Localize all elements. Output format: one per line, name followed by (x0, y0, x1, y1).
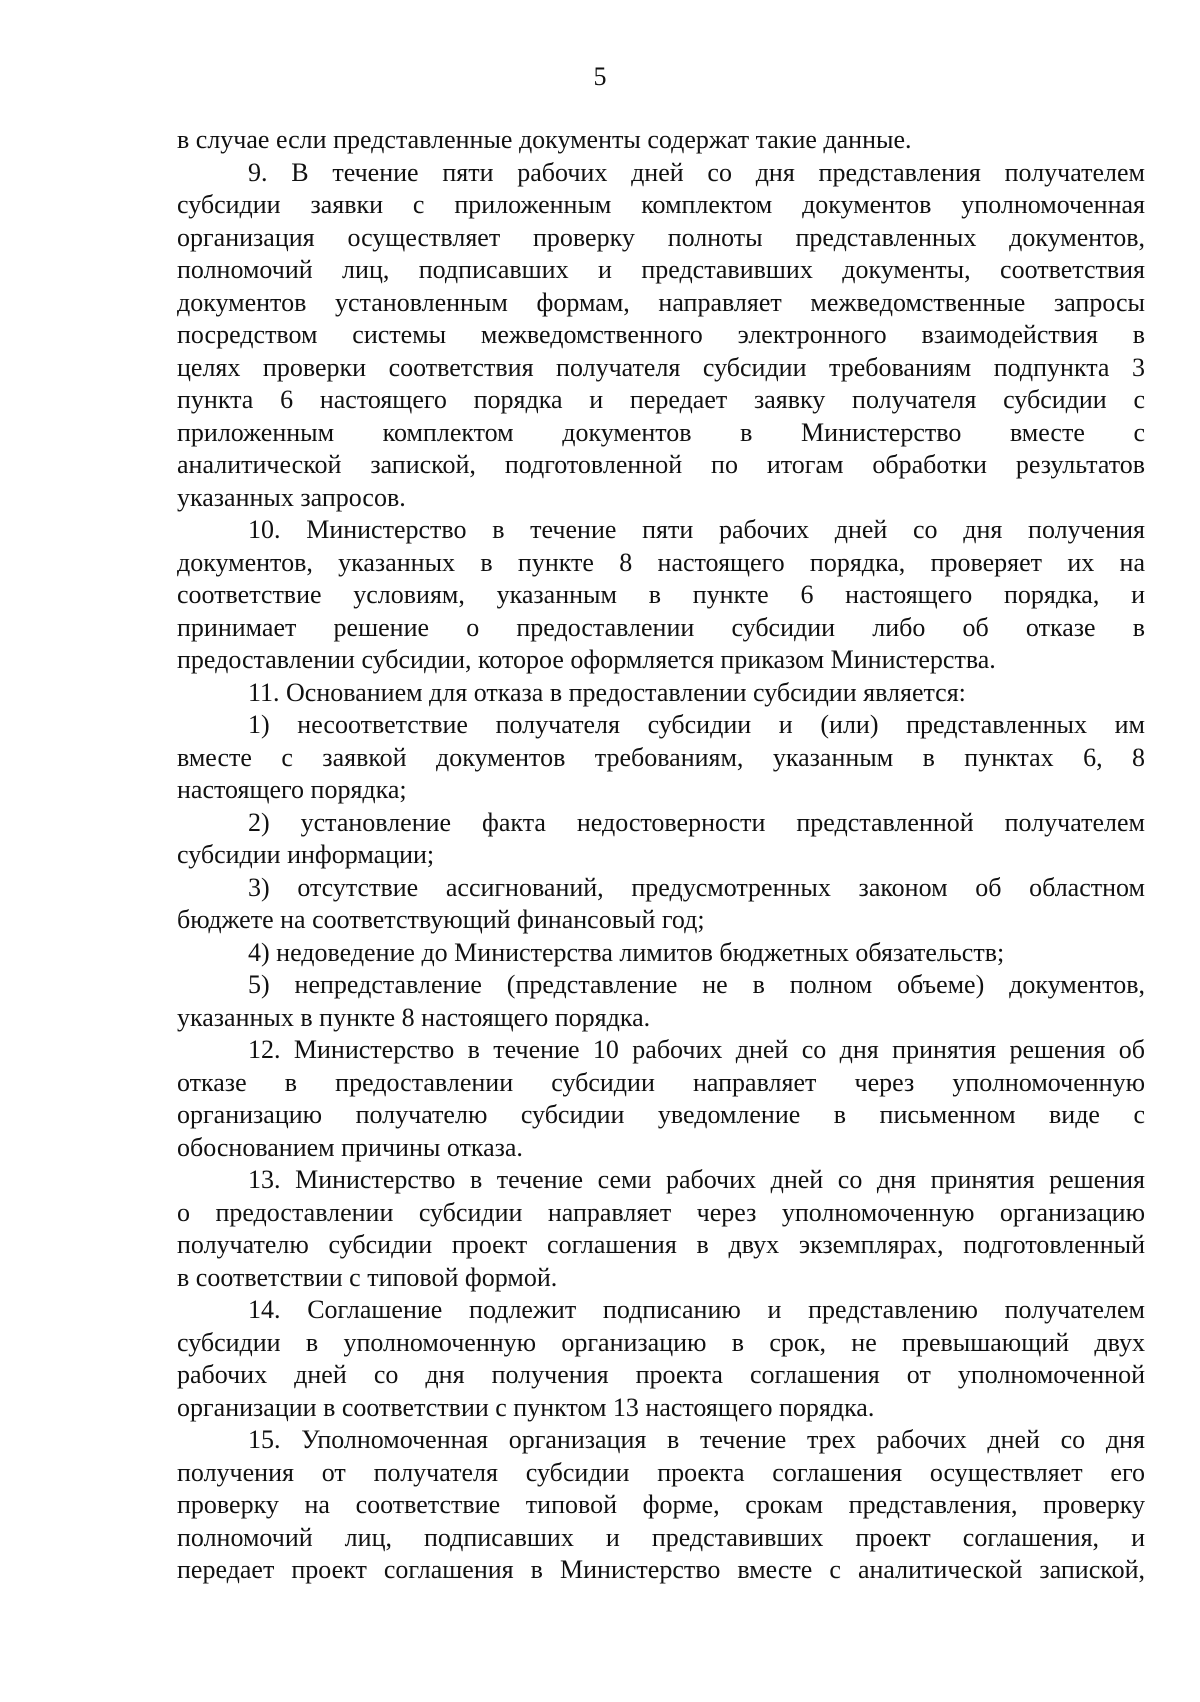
text-line: аналитической запиской, подготовленной по итогам обработки результатов (177, 450, 1145, 479)
text-line: предоставлении субсидии, которое оформляется приказом Министерства. (177, 645, 996, 674)
document-body (177, 124, 1145, 1587)
text-line: документов установленным формам, направляет межведомственные запросы (177, 287, 1145, 317)
text-line: о предоставлении субсидии направляет через уполномоченную организацию (177, 1197, 1145, 1227)
text-line: приложенным комплектом документов в Министерство вместе с (177, 417, 1145, 447)
text-line: в соответствии с типовой формой. (177, 1262, 558, 1292)
text-line: 14. Соглашение подлежит подписанию и представлению получателем (248, 1295, 1145, 1324)
text-line: 4) недоведение до Министерства лимитов бюджетных обязательств; (248, 937, 1005, 967)
text-line: организации в соответствии с пунктом 13 настоящего порядка. (177, 1392, 875, 1422)
text-line: субсидии заявки с приложенным комплектом документов уполномоченная (177, 190, 1145, 219)
text-line: в случае если представленные документы содержат такие данные. (177, 125, 912, 154)
text-line: полномочий лиц, подписавших и представивших проект соглашения, и (177, 1522, 1145, 1552)
text-line: указанных в пункте 8 настоящего порядка. (177, 1002, 651, 1032)
text-line: 12. Министерство в течение 10 рабочих дней со дня принятия решения об (248, 1035, 1145, 1064)
text-line: целях проверки соответствия получателя субсидии требованиям подпункта 3 (177, 352, 1145, 382)
text-line: 5) непредставление (представление не в полном объеме) документов, (248, 970, 1145, 999)
text-line: субсидии в уполномоченную организацию в срок, не превышающий двух (177, 1327, 1145, 1357)
text-line: субсидии информации; (177, 840, 435, 869)
text-line: получателю субсидии проект соглашения в двух экземплярах, подготовленный (177, 1230, 1145, 1259)
text-line: бюджете на соответствующий финансовый год; (177, 905, 705, 934)
text-line: 3) отсутствие ассигнований, предусмотренных законом об областном (248, 872, 1145, 902)
text-line: рабочих дней со дня получения проекта соглашения от уполномоченной (177, 1360, 1145, 1389)
text-line: 11. Основанием для отказа в предоставлении субсидии является: (248, 677, 966, 707)
text-line: 15. Уполномоченная организация в течение трех рабочих дней со дня (248, 1425, 1145, 1454)
text-line: 10. Министерство в течение пяти рабочих дней со дня получения (248, 515, 1145, 544)
text-line: пункта 6 настоящего порядка и передает заявку получателя субсидии с (177, 385, 1145, 414)
text-line: организация осуществляет проверку полноты представленных документов, (177, 222, 1145, 252)
text-line: обоснованием причины отказа. (177, 1132, 523, 1162)
text-line: документов, указанных в пункте 8 настоящего порядка, проверяет их на (177, 547, 1145, 577)
text-line: вместе с заявкой документов требованиям, указанным в пунктах 6, 8 (177, 742, 1145, 772)
text-line: полномочий лиц, подписавших и представивших документы, соответствия (177, 255, 1145, 284)
text-line: проверку на соответствие типовой форме, срокам представления, проверку (177, 1490, 1145, 1519)
text-line: отказе в предоставлении субсидии направляет через уполномоченную (177, 1067, 1145, 1097)
text-line: посредством системы межведомственного электронного взаимодействия в (177, 320, 1145, 349)
page-number: 5 (593, 62, 607, 91)
text-line: организацию получателю субсидии уведомление в письменном виде с (177, 1100, 1145, 1129)
text-line: 2) установление факта недостоверности представленной получателем (248, 807, 1145, 837)
text-line: принимает решение о предоставлении субсидии либо об отказе в (177, 612, 1145, 642)
text-line: 9. В течение пяти рабочих дней со дня представления получателем (248, 157, 1145, 187)
text-line: получения от получателя субсидии проекта соглашения осуществляет его (177, 1457, 1145, 1487)
text-line: 13. Министерство в течение семи рабочих дней со дня принятия решения (248, 1165, 1145, 1194)
text-line: 1) несоответствие получателя субсидии и (или) представленных им (248, 710, 1145, 739)
text-line: передает проект соглашения в Министерство вместе с аналитической запиской, (177, 1555, 1145, 1584)
text-line: указанных запросов. (177, 482, 406, 512)
text-line: соответствие условиям, указанным в пункте 6 настоящего порядка, и (177, 580, 1145, 609)
text-line: настоящего порядка; (177, 775, 407, 804)
